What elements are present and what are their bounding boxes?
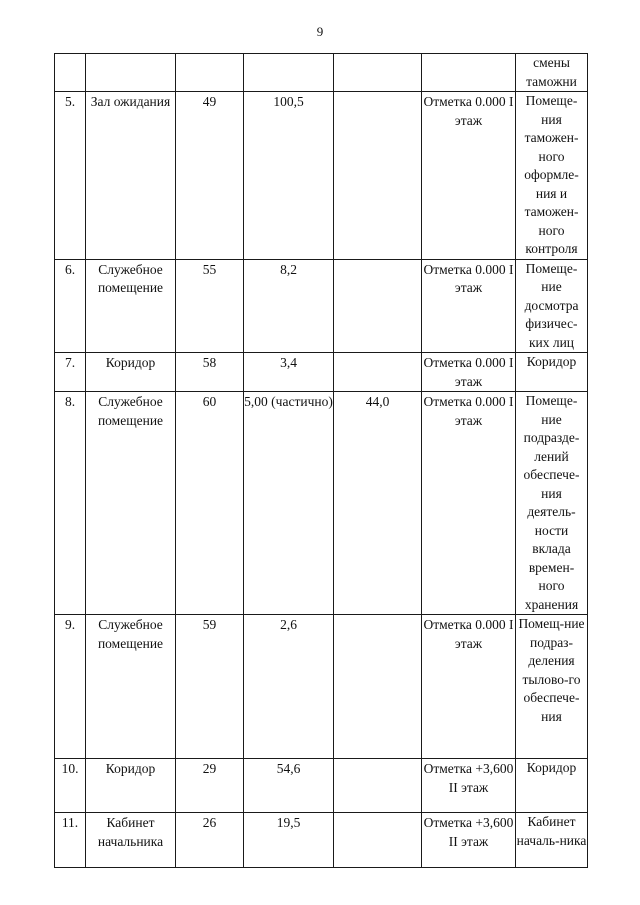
floor-cell: Отметка +3,600 II этаж (422, 813, 516, 868)
area-cell: 54,6 (244, 759, 334, 813)
room-name-cell: Зал ожидания (86, 92, 176, 260)
room-name-cell: Служебное помещение (86, 392, 176, 615)
floor-cell: Отметка 0.000 I этаж (422, 259, 516, 353)
area-cell: 19,5 (244, 813, 334, 868)
purpose-cell: Коридор (516, 353, 588, 392)
room-name-cell: Коридор (86, 353, 176, 392)
floor-cell: Отметка 0.000 I этаж (422, 92, 516, 260)
floor-cell (422, 54, 516, 92)
room-number-cell: 49 (176, 92, 244, 260)
room-number-cell: 59 (176, 615, 244, 759)
room-name-cell (86, 54, 176, 92)
table-row (55, 759, 588, 813)
row-number-cell: 10. (55, 759, 86, 813)
extra-area-cell (334, 92, 422, 260)
row-number-cell: 7. (55, 353, 86, 392)
table-row (55, 92, 588, 260)
area-cell: 3,4 (244, 353, 334, 392)
table-row (55, 54, 588, 92)
row-number-cell: 5. (55, 92, 86, 260)
row-number-cell (55, 54, 86, 92)
room-name-cell: Служебное помещение (86, 259, 176, 353)
purpose-cell: смены таможни (516, 54, 588, 92)
table-row (55, 259, 588, 353)
area-cell: 8,2 (244, 259, 334, 353)
extra-area-cell (334, 259, 422, 353)
row-number-cell: 9. (55, 615, 86, 759)
area-cell (244, 54, 334, 92)
floor-cell: Отметка 0.000 I этаж (422, 615, 516, 759)
room-number-cell: 58 (176, 353, 244, 392)
purpose-cell: Помеще-ние подразде-лений обеспече-ния деятель-ности вклада времен-ного хранения (516, 392, 588, 615)
table-row (55, 353, 588, 392)
row-number-cell: 6. (55, 259, 86, 353)
extra-area-cell (334, 54, 422, 92)
purpose-cell: Коридор (516, 759, 588, 813)
page-number: 9 (316, 24, 324, 39)
area-cell: 5,00 (частично) (244, 392, 334, 615)
row-number-cell: 8. (55, 392, 86, 615)
extra-area-cell (334, 759, 422, 813)
row-number-cell: 11. (55, 813, 86, 868)
table-row (55, 392, 588, 615)
purpose-cell: Помещ-ние подраз-деления тылово-го обеспече-ния (516, 615, 588, 759)
extra-area-cell (334, 813, 422, 868)
purpose-cell: Помеще-ния таможен-ного оформле-ния и таможен-ного контроля (516, 92, 588, 260)
floor-cell: Отметка +3,600 II этаж (422, 759, 516, 813)
room-number-cell (176, 54, 244, 92)
area-cell: 2,6 (244, 615, 334, 759)
purpose-cell: Помеще-ние досмотра физичес-ких лиц (516, 259, 588, 353)
room-number-cell: 60 (176, 392, 244, 615)
extra-area-cell (334, 353, 422, 392)
premises-table (54, 53, 588, 868)
room-name-cell: Коридор (86, 759, 176, 813)
floor-cell: Отметка 0.000 I этаж (422, 392, 516, 615)
room-number-cell: 26 (176, 813, 244, 868)
room-name-cell: Кабинет начальника (86, 813, 176, 868)
room-name-cell: Служебное помещение (86, 615, 176, 759)
area-cell: 100,5 (244, 92, 334, 260)
purpose-cell: Кабинет началь-ника (516, 813, 588, 868)
floor-cell: Отметка 0.000 I этаж (422, 353, 516, 392)
table-row (55, 615, 588, 759)
extra-area-cell: 44,0 (334, 392, 422, 615)
table-row (55, 813, 588, 868)
extra-area-cell (334, 615, 422, 759)
room-number-cell: 29 (176, 759, 244, 813)
room-number-cell: 55 (176, 259, 244, 353)
